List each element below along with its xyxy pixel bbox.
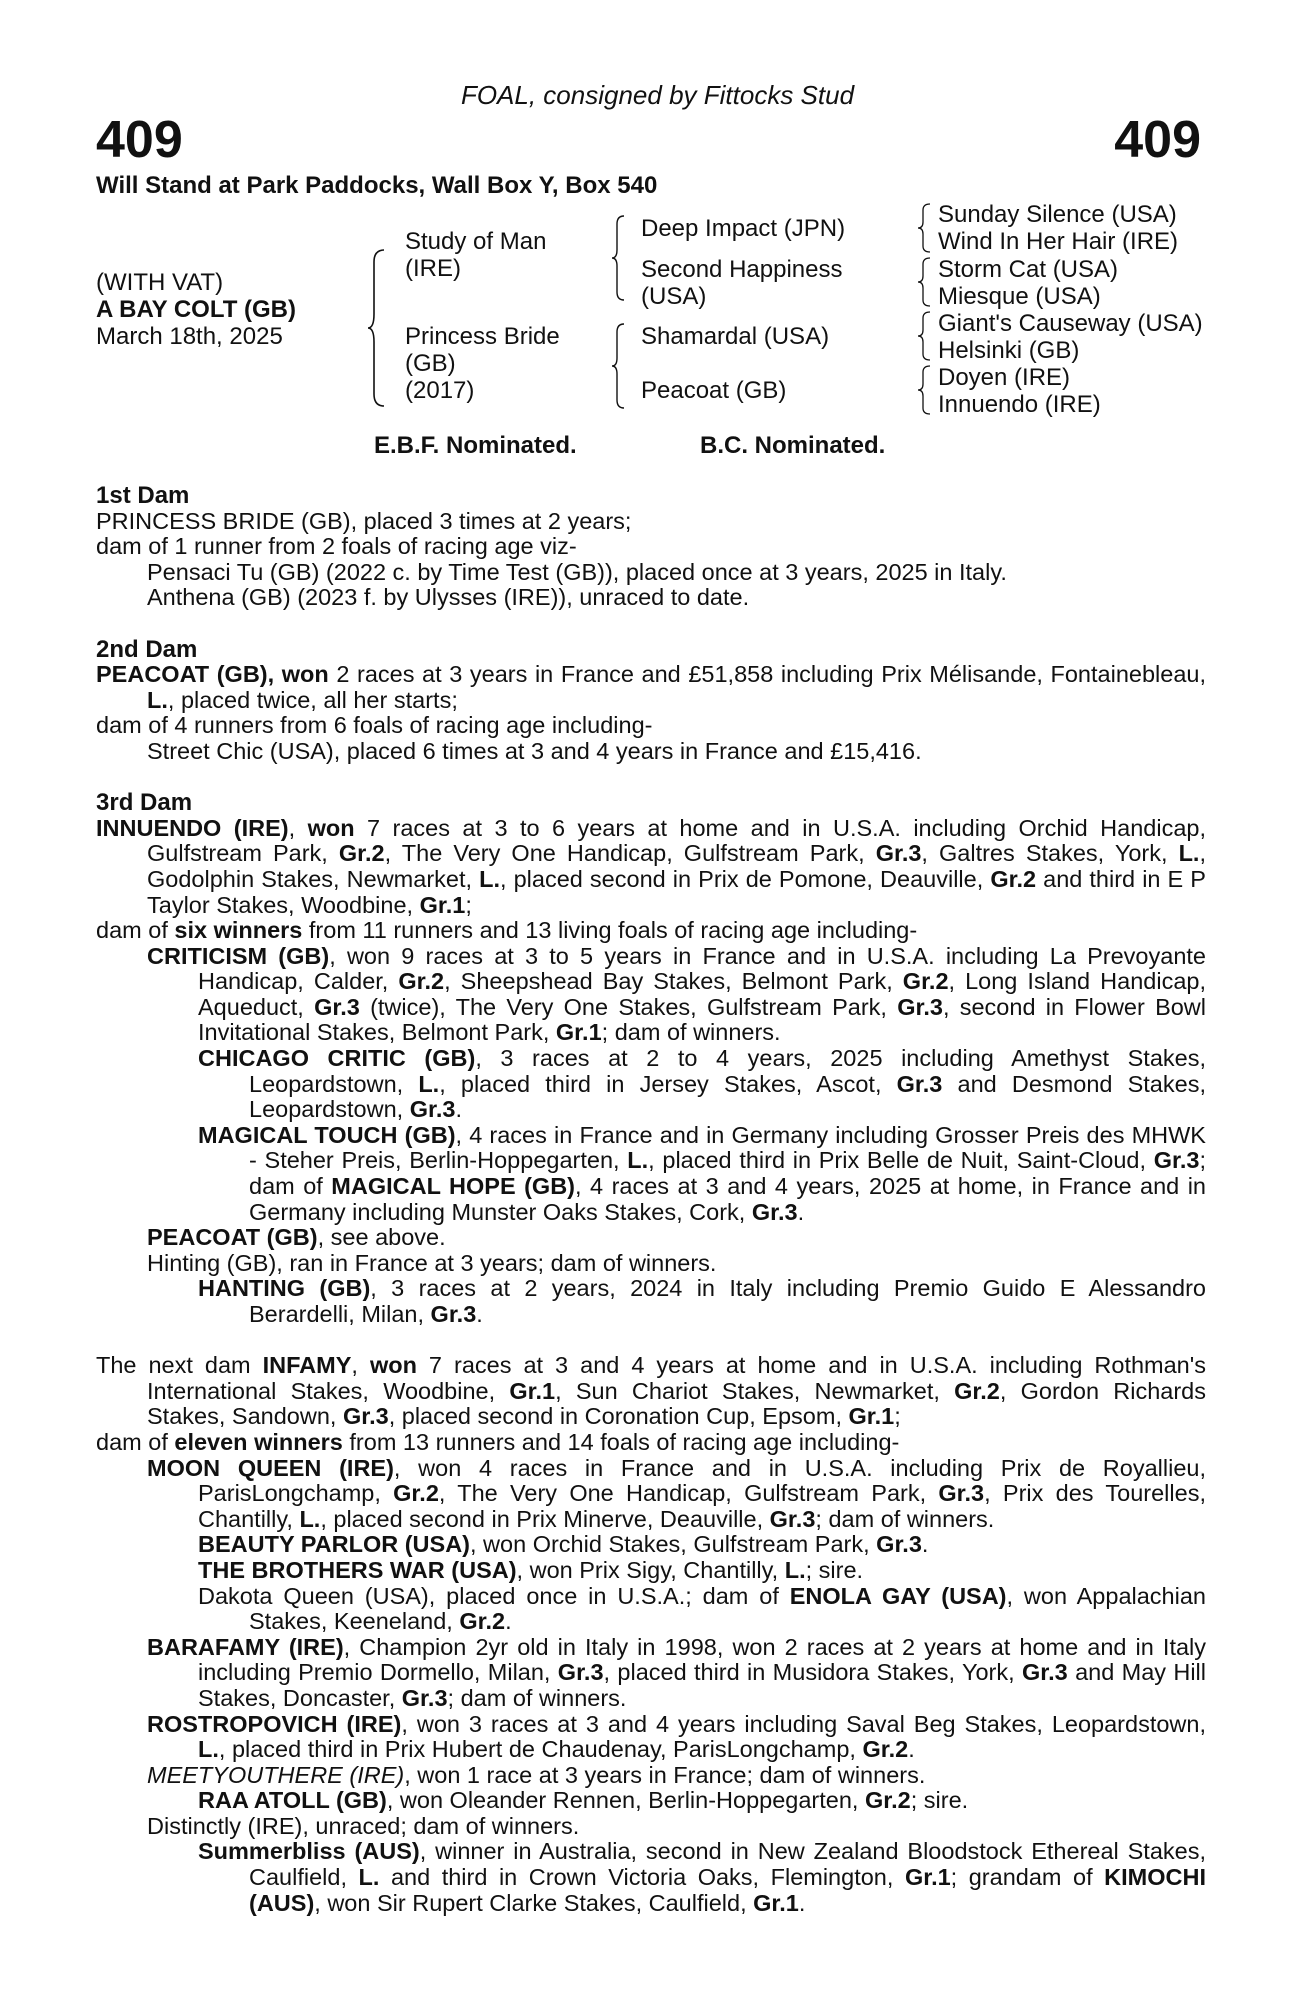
pedigree-entry: INNUENDO (IRE), won 7 races at 3 to 6 years at home and in U.S.A. including Orchid Handicap, Gulfstream Park, Gr.2, The Very One Handicap, Gulfstream Park, Gr.3, Galtres Stakes, York, L., Godolphin Stakes, Newmarket, L., placed second in Prix de Pomone, Deauville, Gr.2 and third in E P Taylor Stakes, Woodbine, Gr.1; [96, 814, 1206, 918]
pedigree-entry: The next dam INFAMY, won 7 races at 3 and 4 years at home and in U.S.A. including Rothman's International Stakes, Woodbine, Gr.1, Sun Chariot Stakes, Newmarket, Gr.2, Gordon Richards Stakes, Sandown, Gr.3, placed second in Coronation Cup, Epsom, Gr.1; [96, 1352, 1206, 1430]
third-dam-entries [96, 816, 1206, 1328]
lot-number-left: 409 [96, 111, 183, 169]
vat-note: (WITH VAT) [96, 269, 224, 296]
pedigree-g2: Wind In Her Hair (IRE) [938, 228, 1179, 255]
pedigree-g1: Sunday Silence (USA) [938, 201, 1177, 228]
first-dam-line: PRINCESS BRIDE (GB), placed 3 times at 2 years; [96, 507, 632, 534]
pedigree-brace-g2 [918, 256, 932, 308]
pedigree-g5: Giant's Causeway (USA) [938, 310, 1203, 337]
pedigree-entry: PEACOAT (GB), see above. [147, 1224, 446, 1251]
pedigree-entry: MAGICAL TOUCH (GB), 4 races in France and in Germany including Grosser Preis des MHWK - Steher Preis, Berlin-Hoppegarten, L., placed third in Prix Belle de Nuit, Saint-Cloud, Gr.3; dam of MAGICAL HOPE (GB), 4 races at 3 and 4 years, 2025 at home, in France and in Germany including Munster Oaks Stakes, Cork, Gr.3. [198, 1121, 1206, 1225]
pedigree-entry: CHICAGO CRITIC (GB), 3 races at 2 to 4 years, 2025 including Amethyst Stakes, Leopardstown, L., placed third in Jersey Stakes, Ascot, Gr.3 and Desmond Stakes, Leopardstown, Gr.3. [198, 1045, 1206, 1123]
pedigree-entry: BEAUTY PARLOR (USA), won Orchid Stakes, Gulfstream Park, Gr.3. [198, 1531, 929, 1558]
pedigree-sire-sire: Deep Impact (JPN) [641, 215, 846, 242]
first-dam-produce-line: dam of 1 runner from 2 foals of racing age viz- [96, 533, 577, 560]
second-dam-produce-line: dam of 4 runners from 6 foals of racing age including- [96, 712, 653, 739]
pedigree-g7: Doyen (IRE) [938, 364, 1071, 391]
pedigree-entry: MOON QUEEN (IRE), won 4 races in France and in U.S.A. including Prix de Royallieu, ParisLongchamp, Gr.2, The Very One Handicap, Gulfstream Park, Gr.3, Prix des Tourelles, Chantilly, L., placed second in Prix Minerve, Deauville, Gr.3; dam of winners. [147, 1454, 1206, 1532]
lot-number-right: 409 [1114, 111, 1201, 169]
pedigree-brace-sire [612, 214, 626, 302]
pedigree-brace-g1 [918, 202, 932, 254]
pedigree-sire-dam: Second Happiness (USA) [641, 256, 843, 310]
pedigree-brace-g4 [918, 364, 932, 416]
catalogue-body [96, 483, 1206, 1916]
lot-title: A BAY COLT (GB) [96, 296, 297, 323]
first-dam-heading: 1st Dam [96, 482, 190, 509]
pedigree-entry: Distinctly (IRE), unraced; dam of winners. [147, 1812, 580, 1839]
pedigree-entry: THE BROTHERS WAR (USA), won Prix Sigy, Chantilly, L.; sire. [198, 1556, 864, 1583]
pedigree-g8: Innuendo (IRE) [938, 391, 1101, 418]
pedigree-entry: dam of eleven winners from 13 runners and 14 foals of racing age including- [96, 1428, 900, 1455]
third-dam-heading: 3rd Dam [96, 789, 193, 817]
pedigree-entry: CRITICISM (GB), won 9 races at 3 to 5 years in France and in U.S.A. including La Prevoyante Handicap, Calder, Gr.2, Sheepshead Bay Stakes, Belmont Park, Gr.2, Long Island Handicap, Aqueduct, Gr.3 (twice), The Very One Stakes, Gulfstream Park, Gr.3, second in Flower Bowl Invitational Stakes, Belmont Park, Gr.1; dam of winners. [147, 942, 1207, 1046]
ebf-nomination: E.B.F. Nominated. [374, 432, 577, 459]
pedigree-dam-sire: Shamardal (USA) [641, 323, 830, 350]
pedigree-g3: Storm Cat (USA) [938, 256, 1119, 283]
pedigree-g6: Helsinki (GB) [938, 337, 1080, 364]
stand-location: Will Stand at Park Paddocks, Wall Box Y, Box 540 [96, 172, 658, 199]
second-dam-line: PEACOAT (GB), won 2 races at 3 years in France and £51,858 including Prix Mélisande, Fontainebleau, L., placed twice, all her starts; [96, 661, 1206, 713]
pedigree-entry: ROSTROPOVICH (IRE), won 3 races at 3 and 4 years including Saval Beg Stakes, Leopardstown, L., placed third in Prix Hubert de Chaudenay, ParisLongchamp, Gr.2. [147, 1710, 1206, 1763]
produce-record: Anthena (GB) (2023 f. by Ulysses (IRE)), unraced to date. [147, 584, 750, 611]
pedigree-brace-dam [612, 322, 626, 410]
pedigree-entry: Dakota Queen (USA), placed once in U.S.A.; dam of ENOLA GAY (USA), won Appalachian Stakes, Keeneland, Gr.2. [198, 1582, 1206, 1635]
produce-record: Pensaci Tu (GB) (2022 c. by Time Test (GB)), placed once at 3 years, 2025 in Italy. [147, 558, 1007, 585]
pedigree-g4: Miesque (USA) [938, 283, 1101, 310]
pedigree-dam: Princess Bride (GB) (2017) [405, 323, 560, 404]
pedigree-brace-g3 [918, 310, 932, 362]
consignment-line: FOAL, consigned by Fittocks Stud [460, 80, 855, 110]
pedigree-entry: RAA ATOLL (GB), won Oleander Rennen, Berlin-Hoppegarten, Gr.2; sire. [198, 1787, 969, 1814]
pedigree-entry: dam of six winners from 11 runners and 13 living foals of racing age including- [96, 917, 918, 944]
next-dam-entries [96, 1353, 1206, 1916]
foaling-date: March 18th, 2025 [96, 323, 283, 350]
pedigree-entry: MEETYOUTHERE (IRE), won 1 race at 3 years in France; dam of winners. [147, 1761, 926, 1788]
produce-record: Street Chic (USA), placed 6 times at 3 and 4 years in France and £15,416. [147, 737, 922, 764]
second-dam-heading: 2nd Dam [96, 635, 198, 663]
pedigree-entry: Summerbliss (AUS), winner in Australia, second in New Zealand Bloodstock Ethereal Stakes, Caulfield, L. and third in Crown Victoria Oaks, Flemington, Gr.1; grandam of KIMOCHI (AUS), won Sir Rupert Clarke Stakes, Caulfield, Gr.1. [198, 1838, 1206, 1916]
pedigree-entry: HANTING (GB), 3 races at 2 years, 2024 in Italy including Premio Guido E Alessandro Berardelli, Milan, Gr.3. [198, 1275, 1206, 1327]
pedigree-brace-main [368, 248, 388, 408]
pedigree-entry: BARAFAMY (IRE), Champion 2yr old in Italy in 1998, won 2 races at 2 years at home and in Italy including Premio Dormello, Milan, Gr.3, placed third in Musidora Stakes, York, Gr.3 and May Hill Stakes, Doncaster, Gr.3; dam of winners. [147, 1633, 1207, 1711]
bc-nomination: B.C. Nominated. [700, 432, 886, 459]
pedigree-dam-dam: Peacoat (GB) [641, 377, 787, 404]
pedigree-entry: Hinting (GB), ran in France at 3 years; dam of winners. [147, 1249, 717, 1276]
pedigree-sire: Study of Man (IRE) [405, 228, 547, 282]
